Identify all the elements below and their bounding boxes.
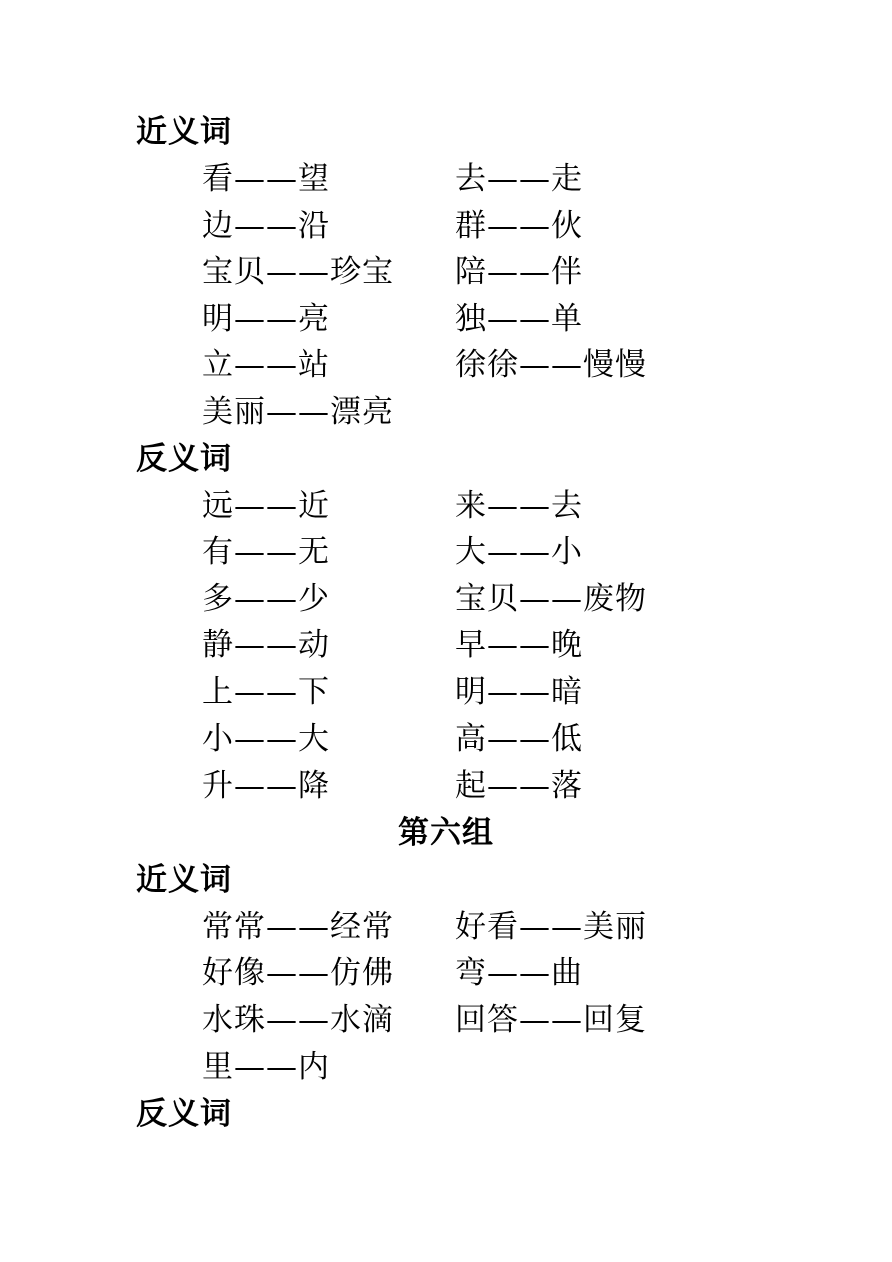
section-heading-synonyms: 近义词: [136, 114, 232, 150]
word-pair: 来——去: [455, 488, 583, 524]
word-pair: 弯——曲: [455, 955, 583, 991]
group-title: 第六组: [398, 815, 494, 851]
word-pair: 陪——伴: [455, 254, 583, 290]
word-pair: 升——降: [202, 768, 330, 804]
word-pair: 好像——仿佛: [202, 955, 394, 991]
word-pair: 上——下: [202, 674, 330, 710]
word-pair: 立——站: [202, 347, 330, 383]
word-pair: 回答——回复: [455, 1002, 647, 1038]
word-pair: 去——走: [455, 161, 583, 197]
word-pair: 高——低: [455, 721, 583, 757]
word-pair: 起——落: [455, 768, 583, 804]
word-pair: 宝贝——废物: [455, 581, 647, 617]
word-pair: 群——伙: [455, 208, 583, 244]
word-pair: 徐徐——慢慢: [455, 347, 647, 383]
word-pair: 常常——经常: [202, 909, 394, 945]
word-pair: 边——沿: [202, 208, 330, 244]
word-pair: 早——晚: [455, 627, 583, 663]
word-pair: 明——亮: [202, 301, 330, 337]
word-pair: 多——少: [202, 581, 330, 617]
section-heading-synonyms: 近义词: [136, 862, 232, 898]
section-heading-antonyms: 反义词: [136, 1096, 232, 1132]
word-pair: 水珠——水滴: [202, 1002, 394, 1038]
word-pair: 美丽——漂亮: [202, 394, 394, 430]
word-pair: 看——望: [202, 161, 330, 197]
word-pair: 远——近: [202, 488, 330, 524]
word-pair: 静——动: [202, 627, 330, 663]
word-pair: 小——大: [202, 721, 330, 757]
word-pair: 明——暗: [455, 674, 583, 710]
word-pair: 有——无: [202, 534, 330, 570]
word-pair: 宝贝——珍宝: [202, 254, 394, 290]
word-pair: 大——小: [455, 534, 583, 570]
word-pair: 里——内: [202, 1049, 330, 1085]
word-pair: 好看——美丽: [455, 909, 647, 945]
word-pair: 独——单: [455, 301, 583, 337]
section-heading-antonyms: 反义词: [136, 441, 232, 477]
